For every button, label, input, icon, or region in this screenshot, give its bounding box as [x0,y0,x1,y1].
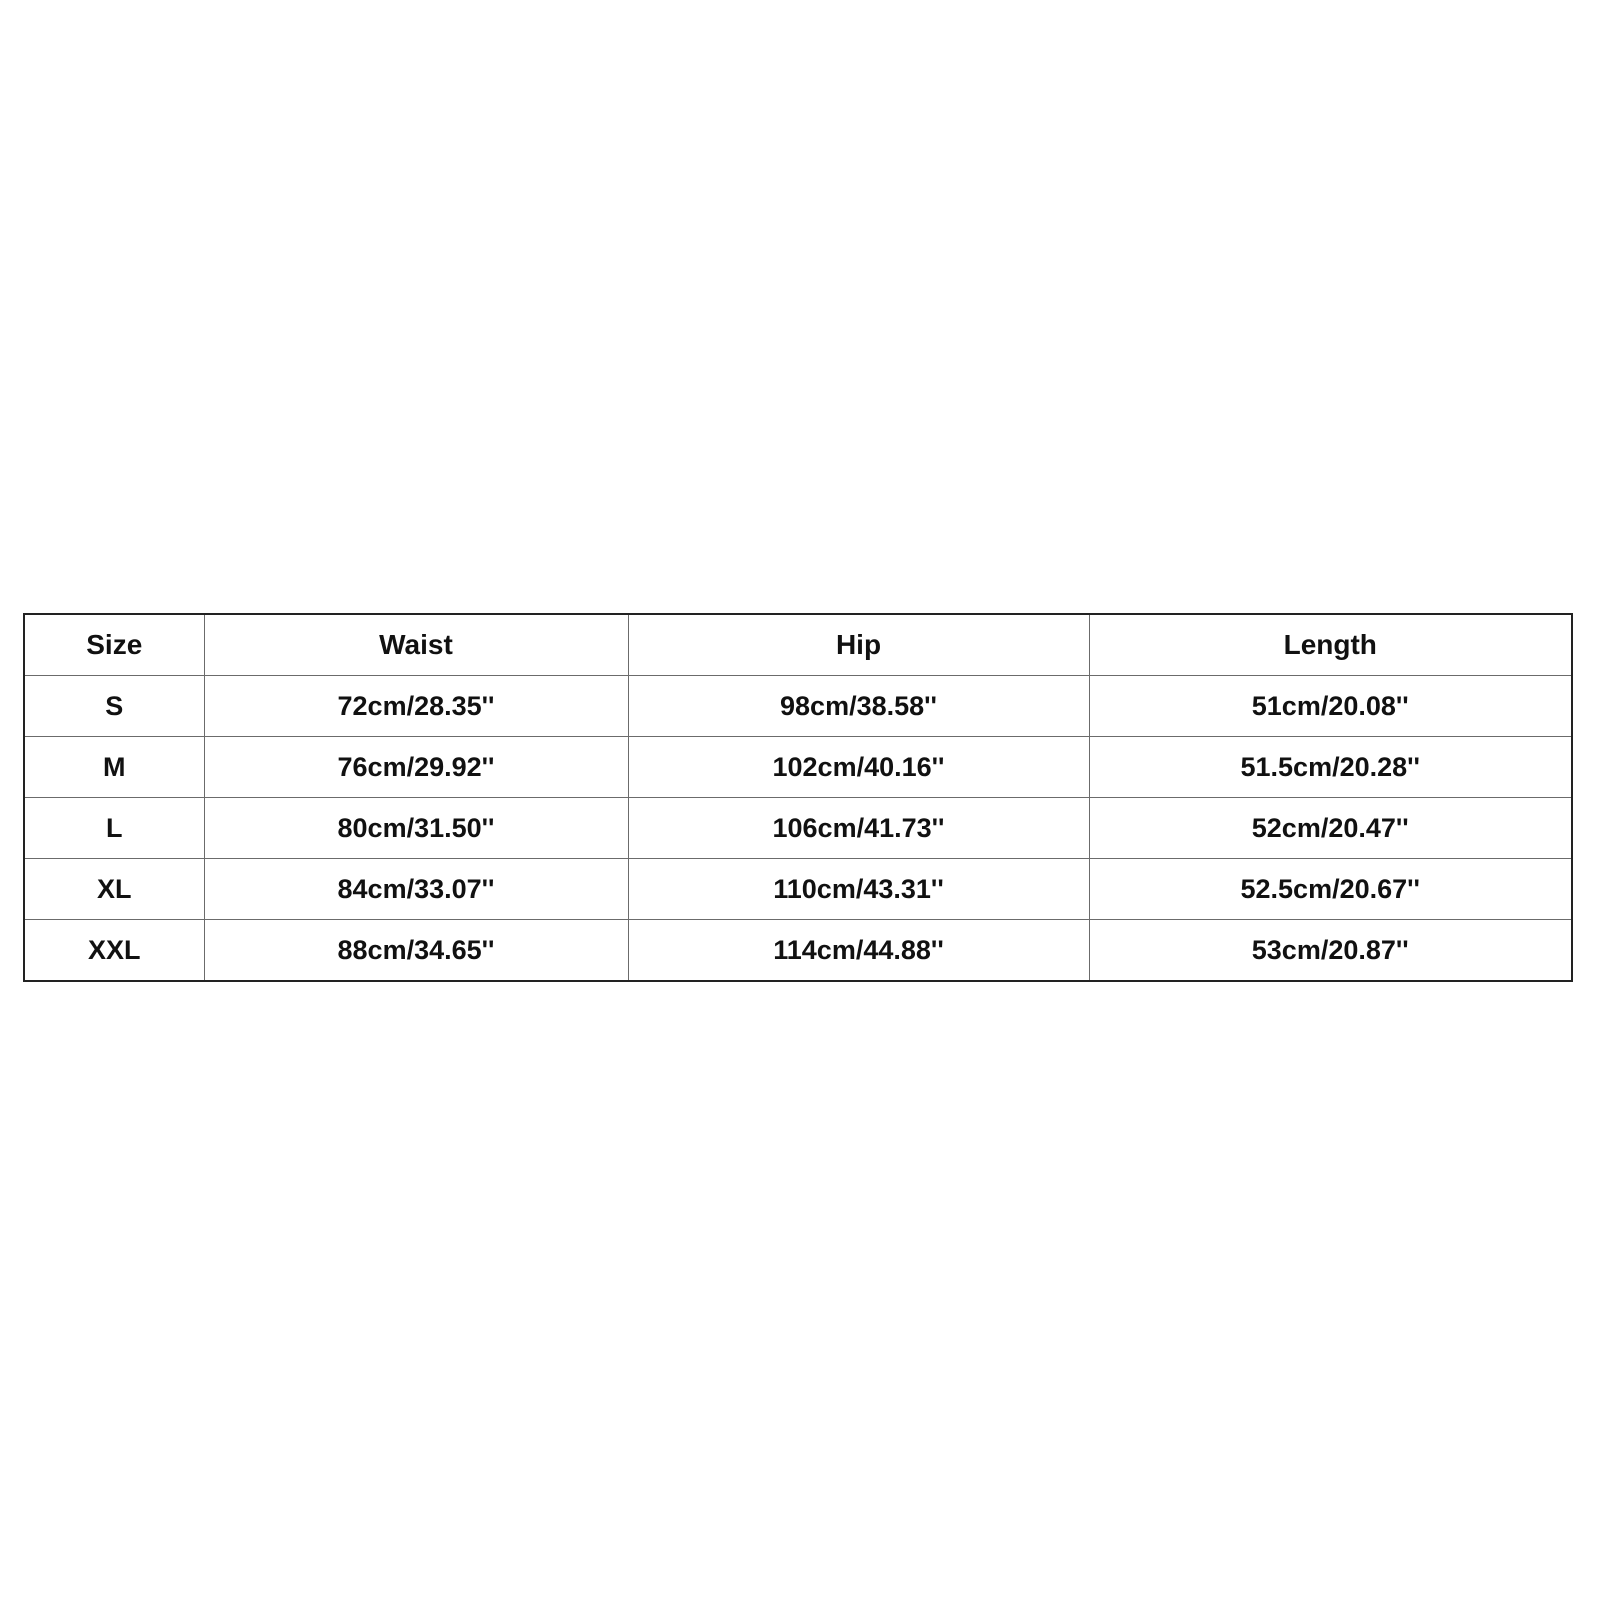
cell-length: 51.5cm/20.28'' [1089,737,1572,798]
cell-hip: 98cm/38.58'' [628,676,1089,737]
cell-waist: 72cm/28.35'' [204,676,628,737]
cell-hip: 106cm/41.73'' [628,798,1089,859]
cell-waist: 76cm/29.92'' [204,737,628,798]
header-hip: Hip [628,614,1089,676]
header-size: Size [24,614,204,676]
cell-length: 52cm/20.47'' [1089,798,1572,859]
cell-size: XL [24,859,204,920]
cell-waist: 80cm/31.50'' [204,798,628,859]
table-row [24,737,1572,798]
table-row [24,676,1572,737]
cell-hip: 114cm/44.88'' [628,920,1089,982]
size-chart-table [23,613,1573,982]
cell-hip: 102cm/40.16'' [628,737,1089,798]
header-length: Length [1089,614,1572,676]
cell-hip: 110cm/43.31'' [628,859,1089,920]
cell-waist: 88cm/34.65'' [204,920,628,982]
cell-size: S [24,676,204,737]
cell-size: L [24,798,204,859]
table-row [24,920,1572,982]
cell-size: XXL [24,920,204,982]
cell-waist: 84cm/33.07'' [204,859,628,920]
table-header-row [24,614,1572,676]
cell-length: 52.5cm/20.67'' [1089,859,1572,920]
cell-length: 53cm/20.87'' [1089,920,1572,982]
cell-size: M [24,737,204,798]
cell-length: 51cm/20.08'' [1089,676,1572,737]
table-row [24,798,1572,859]
header-waist: Waist [204,614,628,676]
table-row [24,859,1572,920]
